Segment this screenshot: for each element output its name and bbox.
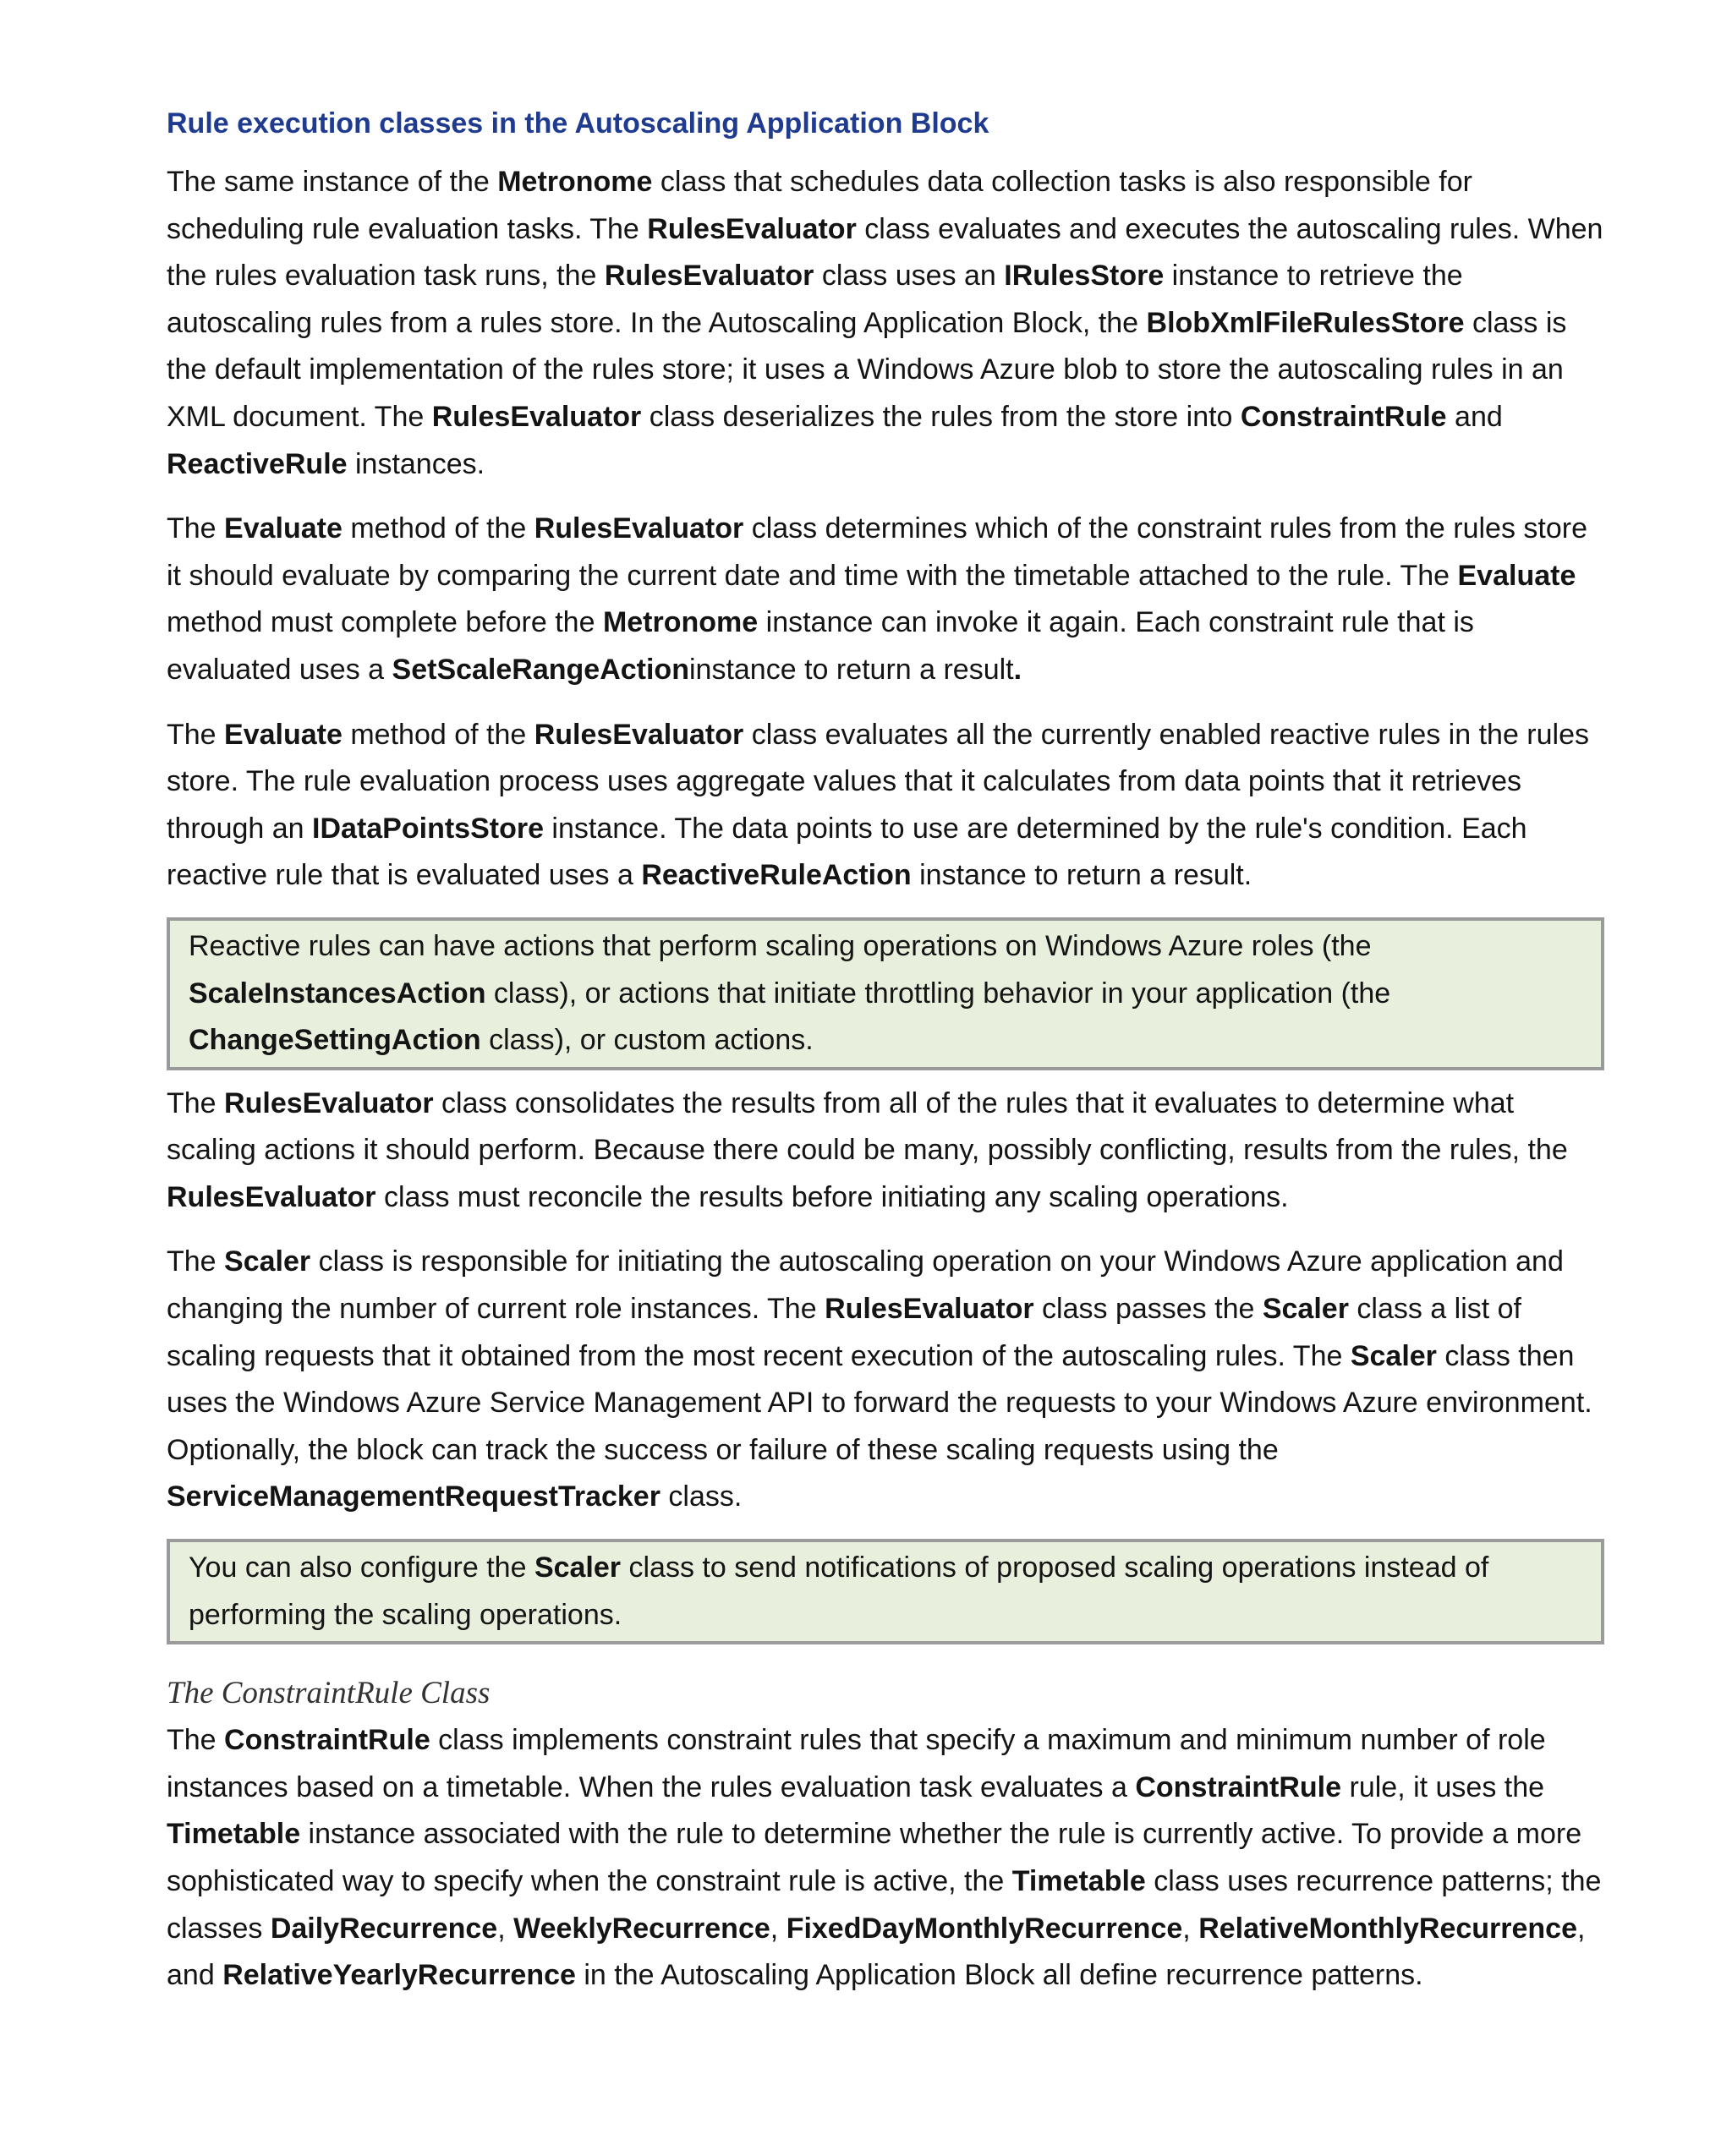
- subsection-heading: The ConstraintRule Class: [167, 1676, 491, 1711]
- text-run: ,: [497, 1912, 514, 1945]
- text-run: instance to return a result.: [911, 859, 1252, 892]
- text-run: The: [167, 512, 225, 545]
- class-name: Metronome: [602, 606, 759, 639]
- text-run: class then uses the Windows Azure Service Management API to forward the requests to your Windows Azure environment. Optionally, the block can track the success or failure of these scaling requests using the: [167, 1339, 1592, 1466]
- paragraph-constraintrule: [167, 1717, 1604, 2000]
- text-run: class deserializes the rules from the store into: [641, 400, 1241, 433]
- text-run: instance to return a result: [688, 653, 1014, 686]
- class-name: IRulesStore: [1004, 260, 1165, 293]
- class-name: ServiceManagementRequestTracker: [167, 1480, 660, 1513]
- method-name: Evaluate: [224, 718, 343, 751]
- class-name: Scaler: [534, 1551, 622, 1584]
- text-run: instance to retrieve the autoscaling rules from a rules store. In the Autoscaling Application Block, the: [167, 260, 1463, 339]
- class-name: DailyRecurrence: [270, 1912, 498, 1945]
- class-name: ReactiveRuleAction: [641, 859, 912, 892]
- text-run: The: [167, 1245, 225, 1278]
- class-name: RelativeYearlyRecurrence: [222, 1959, 576, 1992]
- class-name: Scaler: [224, 1245, 311, 1278]
- text-run: class.: [660, 1480, 743, 1513]
- text-run: class evaluates and executes the autoscaling rules. When the rules evaluation task runs, the: [167, 212, 1603, 293]
- text-run: method of the: [342, 718, 534, 751]
- text-run: class to send notifications of proposed scaling operations instead of performing the scaling operations.: [189, 1551, 1489, 1631]
- class-name: RulesEvaluator: [647, 212, 857, 245]
- class-name: Timetable: [1011, 1865, 1146, 1897]
- class-name: ReactiveRule: [167, 447, 348, 480]
- class-name: RulesEvaluator: [431, 400, 642, 433]
- text-run: The: [167, 718, 225, 751]
- class-name: Timetable: [167, 1818, 301, 1851]
- text-run: The: [167, 1086, 225, 1119]
- text-run: rule, it uses the: [1341, 1770, 1545, 1803]
- text-run: Reactive rules can have actions that perform scaling operations on Windows Azure roles (the: [189, 929, 1372, 962]
- class-name: ChangeSettingAction: [189, 1024, 481, 1057]
- text-run: instance associated with the rule to determine whether the rule is currently active. To provide a more sophisticated way to specify when the constraint rule is active, the: [167, 1818, 1582, 1897]
- method-name: Evaluate: [1457, 559, 1576, 592]
- text-run: instance. The data points to use are determined by the rule's condition. Each reactive rule that is evaluated uses a: [167, 812, 1527, 892]
- text-run: class), or custom actions.: [480, 1024, 814, 1057]
- text-run: method must complete before the: [167, 606, 603, 639]
- text-run: ,: [770, 1912, 787, 1945]
- text-run: method of the: [342, 512, 534, 545]
- text-run: and: [1446, 400, 1503, 433]
- class-name: RulesEvaluator: [534, 512, 744, 545]
- text-run: class uses an: [814, 260, 1005, 293]
- class-name: RulesEvaluator: [604, 260, 814, 293]
- text-run: class implements constraint rules that specify a maximum and minimum number of role instances based on a timetable. When the rules evaluation task evaluates a: [167, 1724, 1546, 1803]
- class-name: RulesEvaluator: [534, 718, 744, 751]
- text-run: class determines which of the constraint rules from the rules store it should evaluate by comparing the current date and time with the timetable attached to the rule. The: [167, 512, 1588, 592]
- class-name: RulesEvaluator: [224, 1086, 434, 1119]
- paragraph-scaler: [167, 1239, 1604, 1521]
- text-run: The: [167, 1724, 225, 1757]
- text-run: class a list of scaling requests that it obtained from the most recent execution of the autoscaling rules. The: [167, 1293, 1522, 1372]
- class-name: ConstraintRule: [1135, 1770, 1342, 1803]
- note-box-reactive-actions: [167, 917, 1604, 1070]
- class-name: Metronome: [497, 166, 653, 198]
- class-name: RulesEvaluator: [167, 1180, 376, 1213]
- document-page: [167, 100, 1604, 2017]
- text-run: class is responsible for initiating the autoscaling operation on your Windows Azure application and changing the number of current role instances. The: [167, 1245, 1564, 1326]
- section-heading: Rule execution classes in the Autoscaling Application Block: [167, 107, 989, 140]
- text-run: class uses recurrence patterns; the classes: [167, 1865, 1602, 1945]
- text-run: class that schedules data collection tasks is also responsible for scheduling rule evaluation tasks. The: [167, 166, 1472, 245]
- text-run: instances.: [347, 447, 485, 480]
- text-run: class consolidates the results from all of the rules that it evaluates to determine what scaling actions it should perform. Because there could be many, possibly conflicting, results from the rules, the: [167, 1086, 1568, 1167]
- text-run: The same instance of the: [167, 166, 498, 198]
- class-name: Scaler: [1350, 1339, 1437, 1372]
- text-run: instance can invoke it again. Each constraint rule that is evaluated uses a: [167, 606, 1474, 686]
- paragraph-metronome: [167, 159, 1604, 488]
- class-name: RulesEvaluator: [825, 1293, 1034, 1326]
- class-name: WeeklyRecurrence: [513, 1912, 770, 1945]
- paragraph-evaluate-reactive: [167, 712, 1604, 900]
- text-run: class passes the: [1033, 1293, 1263, 1326]
- paragraph-consolidate: [167, 1081, 1604, 1222]
- class-name: IDataPointsStore: [312, 812, 544, 845]
- bold-period: .: [1013, 653, 1022, 686]
- class-name: SetScaleRangeAction: [392, 653, 689, 686]
- text-run: in the Autoscaling Application Block all define recurrence patterns.: [575, 1959, 1423, 1992]
- text-run: class is the default implementation of the rules store; it uses a Windows Azure blob to store the autoscaling rules in an XML document. The: [167, 306, 1567, 433]
- text-run: class must reconcile the results before initiating any scaling operations.: [375, 1180, 1289, 1213]
- text-run: class), or actions that initiate throttling behavior in your application (the: [485, 977, 1391, 1010]
- class-name: FixedDayMonthlyRecurrence: [786, 1912, 1183, 1945]
- class-name: RelativeMonthlyRecurrence: [1198, 1912, 1577, 1945]
- text-run: You can also configure the: [189, 1551, 534, 1584]
- note-box-scaler-notifications: [167, 1539, 1604, 1644]
- text-run: class evaluates all the currently enabled reactive rules in the rules store. The rule evaluation process uses aggregate values that it calculates from data points that it retrieves through an: [167, 718, 1589, 845]
- method-name: Evaluate: [224, 512, 343, 545]
- class-name: BlobXmlFileRulesStore: [1146, 306, 1465, 339]
- text-run: , and: [167, 1912, 1586, 1992]
- paragraph-evaluate-constraint: [167, 506, 1604, 693]
- text-run: ,: [1182, 1912, 1199, 1945]
- class-name: Scaler: [1262, 1293, 1349, 1326]
- class-name: ConstraintRule: [1240, 400, 1447, 433]
- class-name: ConstraintRule: [224, 1724, 430, 1757]
- class-name: ScaleInstancesAction: [189, 977, 486, 1010]
